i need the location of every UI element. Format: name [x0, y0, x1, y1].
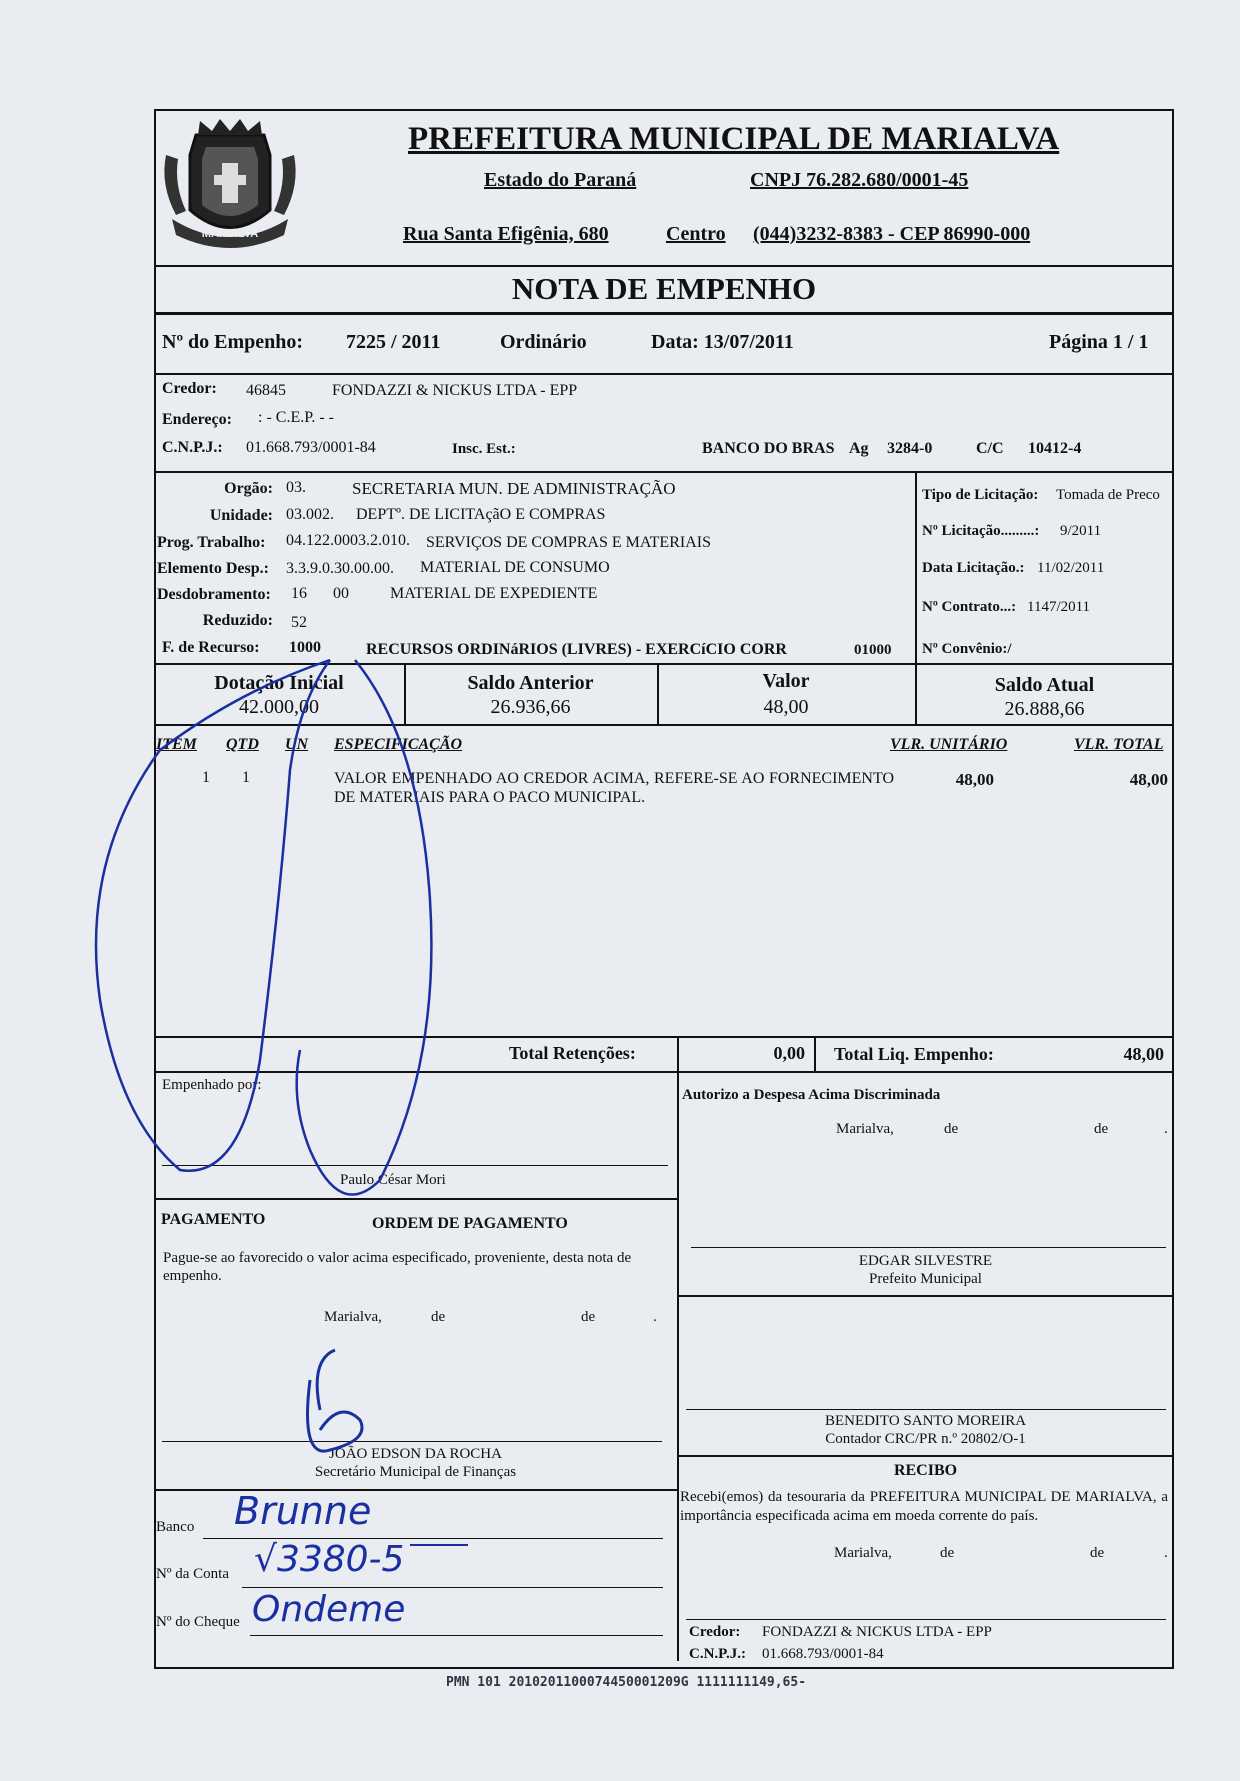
recibo-text: Recebi(emos) da tesouraria da PREFEITURA MUNICIPAL DE MARIALVA, a importância especificada acima em moeda corrente do país.	[680, 1489, 1168, 1524]
tipo-licitacao: Tomada de Preco	[1056, 487, 1160, 503]
recibo-title: RECIBO	[893, 1462, 958, 1479]
agency: 3284-0	[887, 440, 933, 457]
valor-label: Valor	[762, 670, 810, 692]
municipality-title: PREFEITURA MUNICIPAL DE MARIALVA	[408, 121, 1060, 157]
prefeito-name: EDGAR SILVESTRE	[858, 1253, 993, 1269]
prog-label: Prog. Trabalho:	[157, 534, 266, 551]
data-licitacao-label: Data Licitação.:	[922, 560, 1025, 576]
numero-licitacao-label: Nº Licitação.........:	[922, 523, 1040, 539]
cnpj-header: CNPJ 76.282.680/0001-45	[750, 169, 969, 191]
secretario-role: Secretário Municipal de Finanças	[314, 1464, 517, 1480]
credor-code: 46845	[246, 382, 286, 399]
reduzido-label: Reduzido:	[202, 612, 273, 629]
crest-text: MARIALVA	[201, 228, 259, 240]
unidade-label: Unidade:	[209, 507, 273, 524]
empenhado-label: Empenhado por:	[162, 1077, 262, 1093]
left-city: Marialva,	[324, 1309, 382, 1325]
left-de-2: de	[581, 1309, 596, 1325]
secretary-signature	[308, 1350, 363, 1451]
dotacao-value: 42.000,00	[239, 696, 319, 718]
orgao-name: SECRETARIA MUN. DE ADMINISTRAÇÃO	[352, 479, 676, 498]
recibo-credor-name: FONDAZZI & NICKUS LTDA - EPP	[762, 1624, 992, 1640]
col-header-item: ITEM	[156, 736, 197, 753]
retencoes-label: Total Retenções:	[509, 1043, 636, 1063]
saldo-atual-value: 26.888,66	[1004, 698, 1085, 720]
right-city-1: Marialva,	[836, 1121, 894, 1137]
elemento-code: 3.3.9.0.30.00.00.	[286, 560, 394, 577]
dotacao-circle-mark	[96, 660, 330, 1171]
prog-name: SERVIÇOS DE COMPRAS E MATERIAIS	[426, 534, 711, 551]
phone-cep: (044)3232-8383 - CEP 86990-000	[753, 223, 1031, 245]
right-de-1b: de	[1094, 1121, 1109, 1137]
right-de-1a: de	[944, 1121, 959, 1137]
right-dot-2: .	[1164, 1545, 1168, 1561]
contrato-label: Nº Contrato...:	[922, 599, 1017, 615]
left-dot: .	[653, 1309, 657, 1325]
ordem-pagamento-label: ORDEM DE PAGAMENTO	[372, 1215, 568, 1232]
page-number: Página 1 / 1	[1049, 331, 1149, 353]
col-header-qtd: QTD	[226, 736, 259, 753]
empenho-number-label: Nº do Empenho:	[162, 331, 304, 353]
pagamento-label: PAGAMENTO	[161, 1211, 266, 1228]
unidade-name: DEPTº. DE LICITAçãO E COMPRAS	[356, 506, 606, 523]
recurso-label: F. de Recurso:	[162, 639, 260, 656]
unidade-code: 03.002.	[286, 506, 334, 523]
credor-cnpj: 01.668.793/0001-84	[246, 439, 376, 456]
banco-handwritten: Brunne	[234, 1489, 372, 1533]
right-de-2b: de	[1090, 1545, 1105, 1561]
desdobramento-name: MATERIAL DE EXPEDIENTE	[390, 585, 598, 602]
banco-label: Banco	[156, 1519, 195, 1535]
prefeito-role: Prefeito Municipal	[869, 1271, 982, 1287]
item-spec: VALOR EMPENHADO AO CREDOR ACIMA, REFERE-SE AO FORNECIMENTO DE MATERIAIS PARA O PACO MUNICIPAL.	[334, 770, 894, 806]
credor-name: FONDAZZI & NICKUS LTDA - EPP	[332, 382, 578, 399]
saldo-anterior-label: Saldo Anterior	[467, 672, 594, 694]
left-de-1: de	[431, 1309, 446, 1325]
account-label: C/C	[976, 440, 1004, 457]
elemento-label: Elemento Desp.:	[157, 560, 269, 577]
street-address: Rua Santa Efigênia, 680	[403, 223, 609, 245]
liquido-label: Total Liq. Empenho:	[834, 1044, 994, 1064]
agency-label: Ag	[849, 440, 869, 457]
tipo-licitacao-label: Tipo de Licitação:	[922, 487, 1039, 503]
desdobramento-label: Desdobramento:	[157, 586, 271, 603]
saldo-atual-label: Saldo Atual	[994, 674, 1095, 696]
recurso-name: RECURSOS ORDINáRIOS (LIVRES) - EXERCíCIO CORR	[366, 641, 787, 658]
contrato: 1147/2011	[1027, 599, 1091, 615]
orgao-label: Orgão:	[224, 480, 273, 497]
right-de-2a: de	[940, 1545, 955, 1561]
secretario-name: JOÃO EDSON DA ROCHA	[329, 1446, 502, 1462]
contador-name: BENEDITO SANTO MOREIRA	[824, 1413, 1027, 1429]
contador-role: Contador CRC/PR n.º 20802/O-1	[825, 1431, 1026, 1447]
empenho-type: Ordinário	[500, 331, 587, 353]
empenho-number: 7225 / 2011	[346, 331, 441, 353]
state-label: Estado do Paraná	[484, 169, 637, 191]
col-header-unit: VLR. UNITÁRIO	[890, 736, 1008, 753]
dotacao-label: Dotação Inicial	[214, 672, 344, 694]
prog-code: 04.122.0003.2.010.	[286, 532, 410, 549]
convenio-label: Nº Convênio:/	[922, 641, 1012, 657]
recibo-cnpj: 01.668.793/0001-84	[762, 1646, 884, 1662]
saldo-anterior-value: 26.936,66	[490, 696, 571, 718]
signature-loop-mark	[297, 660, 432, 1195]
recibo-credor-label: Credor:	[689, 1624, 741, 1640]
liquido-value: 48,00	[1123, 1044, 1164, 1064]
credor-label: Credor:	[162, 380, 217, 397]
col-header-total: VLR. TOTAL	[1074, 736, 1164, 753]
autorizo-text: Autorizo a Despesa Acima Discriminada	[682, 1087, 941, 1103]
col-header-spec: ESPECIFICAÇÃO	[334, 736, 463, 753]
item-total-value: 48,00	[1129, 770, 1168, 789]
conta-label: Nº da Conta	[156, 1566, 229, 1582]
insc-label: Insc. Est.:	[452, 441, 516, 457]
orgao-code: 03.	[286, 479, 306, 496]
numero-licitacao: 9/2011	[1060, 523, 1102, 539]
reduzido-value: 52	[291, 614, 307, 631]
address-value: : - C.E.P. - -	[258, 409, 334, 426]
item-number: 1	[202, 769, 210, 786]
col-header-un: UN	[285, 736, 309, 753]
recurso-code: 1000	[289, 639, 321, 656]
cheque-label: Nº do Cheque	[156, 1614, 240, 1630]
empenhado-name: Paulo César Mori	[340, 1172, 446, 1188]
retencoes-value: 0,00	[773, 1043, 805, 1063]
cheque-handwritten: Ondeme	[252, 1589, 406, 1630]
district: Centro	[666, 223, 726, 245]
data-licitacao: 11/02/2011	[1037, 560, 1105, 576]
pague-text: Pague-se ao favorecido o valor acima especificado, proveniente, desta nota de empenho.	[163, 1250, 632, 1284]
empenho-date: Data: 13/07/2011	[651, 331, 794, 353]
desdobramento-code: 16 00	[291, 585, 349, 602]
elemento-name: MATERIAL DE CONSUMO	[420, 559, 610, 576]
recibo-cnpj-label: C.N.P.J.:	[689, 1646, 746, 1662]
footer-code: PMN 101 2010201100074450001209G 1111111149,65-	[446, 1675, 807, 1690]
address-label: Endereço:	[162, 411, 232, 428]
right-dot-1: .	[1164, 1121, 1168, 1137]
valor-value: 48,00	[763, 696, 809, 718]
document-title: NOTA DE EMPENHO	[511, 271, 817, 306]
bank-name: BANCO DO BRAS	[702, 440, 835, 457]
conta-handwritten: √3380-5	[254, 1539, 405, 1580]
right-city-2: Marialva,	[834, 1545, 892, 1561]
item-unit-value: 48,00	[955, 770, 994, 789]
recurso-suffix: 01000	[854, 642, 892, 658]
cnpj-label: C.N.P.J.:	[162, 439, 223, 456]
account: 10412-4	[1028, 440, 1082, 457]
item-qtd: 1	[242, 769, 250, 786]
